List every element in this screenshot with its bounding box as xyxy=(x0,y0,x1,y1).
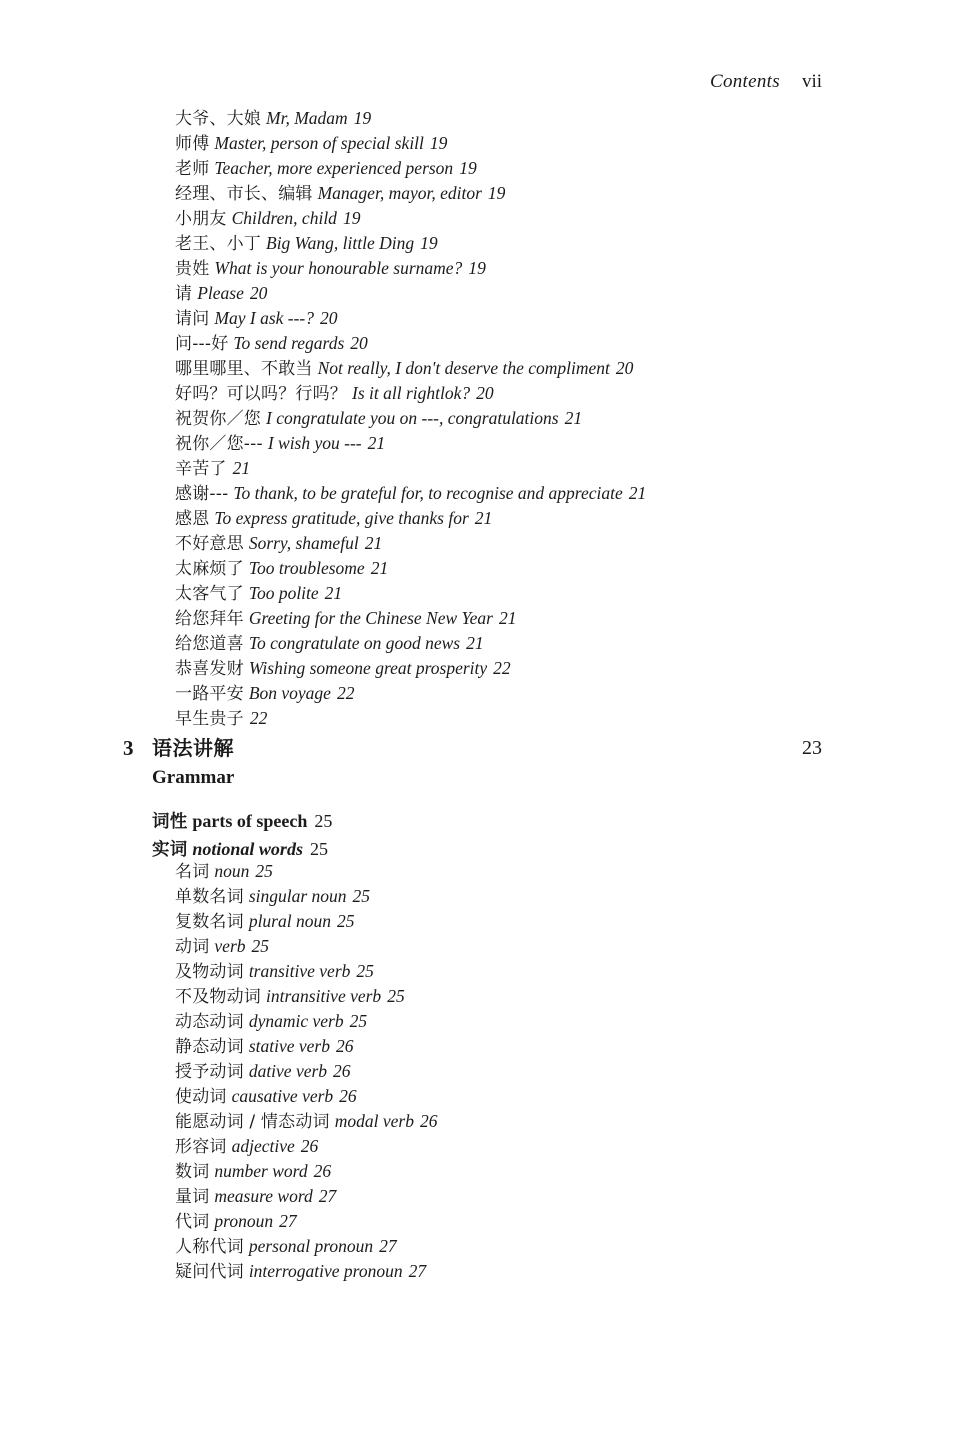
toc-entry-page-number: 25 xyxy=(336,911,355,931)
toc-entry[interactable] xyxy=(175,859,437,884)
toc-entry-gloss-en: dative verb xyxy=(248,1061,328,1081)
toc-entry-page-number: 25 xyxy=(387,986,405,1006)
grammar-heading-list xyxy=(152,808,332,864)
toc-entry-term-zh: 请 xyxy=(175,284,193,304)
toc-entry[interactable] xyxy=(175,156,646,181)
toc-entry-term-zh: 一路平安 xyxy=(175,684,244,704)
toc-entry-page-number: 22 xyxy=(249,708,268,728)
toc-entry-page-number: 20 xyxy=(476,383,494,403)
toc-entry-term-zh: 动态动词 xyxy=(175,1012,244,1032)
toc-entry-term-zh: 及物动词 xyxy=(175,962,244,982)
toc-entry-term-zh: 静态动词 xyxy=(175,1037,244,1057)
toc-entry-page-number: 25 xyxy=(255,861,273,881)
toc-entry[interactable] xyxy=(175,206,646,231)
toc-entry-page-number: 19 xyxy=(429,133,448,153)
toc-entry-term-zh: 给您道喜 xyxy=(175,634,244,654)
toc-entry-gloss-en: Master, person of special skill xyxy=(214,133,424,153)
toc-entry-page-number: 19 xyxy=(459,158,477,178)
toc-entry[interactable] xyxy=(175,106,646,131)
toc-entry-page-number: 19 xyxy=(487,183,506,203)
toc-entry-term-zh: 感谢--- xyxy=(175,484,229,504)
toc-entry-page-number: 25 xyxy=(349,1011,368,1031)
toc-entry[interactable] xyxy=(175,181,646,206)
toc-entry-gloss-en: Teacher, more experienced person xyxy=(214,158,454,178)
toc-entry-term-zh: 哪里哪里、不敢当 xyxy=(175,359,313,379)
toc-entry-term-zh: 贵姓 xyxy=(175,259,210,279)
toc-entry[interactable] xyxy=(175,909,437,934)
toc-entry-term-zh: 好吗？可以吗？行吗？ xyxy=(175,384,347,404)
toc-entry[interactable] xyxy=(175,531,646,556)
toc-entry-term-zh: 动词 xyxy=(175,937,210,957)
toc-entry-page-number: 21 xyxy=(324,583,343,603)
toc-entry-term-zh: 小朋友 xyxy=(175,209,227,229)
toc-entry-page-number: 22 xyxy=(493,658,511,678)
toc-entry-gloss-en: I wish you --- xyxy=(267,433,362,453)
toc-entry-page-number: 22 xyxy=(336,683,355,703)
toc-entry-gloss-en: To express gratitude, give thanks for xyxy=(214,508,469,528)
toc-entry-term-zh: 经理、市长、编辑 xyxy=(175,184,313,204)
toc-entry[interactable] xyxy=(175,131,646,156)
toc-entry-page-number: 25 xyxy=(356,961,374,981)
toc-entry-gloss-en: Too troublesome xyxy=(248,558,365,578)
toc-entry-term-zh: 名词 xyxy=(175,862,210,882)
toc-entry-page-number: 20 xyxy=(350,333,368,353)
toc-entry-gloss-en: Children, child xyxy=(231,208,337,228)
toc-entry-gloss-en: Greeting for the Chinese New Year xyxy=(248,608,493,628)
toc-entry-page-number: 21 xyxy=(628,483,647,503)
toc-entry[interactable] xyxy=(175,984,437,1009)
toc-entry-gloss-en: To thank, to be grateful for, to recognise and appreciate xyxy=(233,483,623,503)
toc-entry-term-zh: 给您拜年 xyxy=(175,609,244,629)
toc-entry-page-number: 19 xyxy=(353,108,372,128)
toc-entry[interactable] xyxy=(175,381,646,406)
toc-entry[interactable] xyxy=(175,356,646,381)
toc-entry[interactable] xyxy=(175,1209,437,1234)
toc-entry-gloss-en: verb xyxy=(214,936,246,956)
toc-entry[interactable] xyxy=(175,431,646,456)
toc-entry[interactable] xyxy=(175,281,646,306)
toc-entry-gloss-en: adjective xyxy=(231,1136,295,1156)
chapter-title-en: Grammar xyxy=(152,767,235,788)
toc-entry-gloss-en: Manager, mayor, editor xyxy=(317,183,482,203)
toc-entry-gloss-en: Is it all rightlok? xyxy=(352,383,471,403)
toc-entry-term-zh: 恭喜发财 xyxy=(175,659,244,679)
toc-entry-gloss-en: dynamic verb xyxy=(248,1011,344,1031)
chapter-number: 3 xyxy=(123,736,134,760)
toc-entry-term-zh: 太麻烦了 xyxy=(175,559,244,579)
toc-entry[interactable] xyxy=(175,1109,437,1134)
toc-entry-page-number: 19 xyxy=(342,208,361,228)
toc-entry[interactable] xyxy=(175,331,646,356)
toc-entry-term-zh: 数词 xyxy=(175,1162,210,1182)
running-head-folio: vii xyxy=(801,71,822,92)
toc-entry-page-number: 27 xyxy=(318,1186,337,1206)
toc-entry-gloss-en: modal verb xyxy=(334,1111,414,1131)
toc-entry-term-zh: 太客气了 xyxy=(175,584,244,604)
toc-entry-gloss-en: I congratulate you on ---, congratulations xyxy=(266,408,559,428)
running-head xyxy=(0,70,822,94)
toc-entry-gloss-en: Too polite xyxy=(248,583,319,603)
toc-entry[interactable] xyxy=(175,256,646,281)
toc-entry-gloss-en: notional words xyxy=(192,839,303,859)
toc-entry-term-zh: 祝贺你／您 xyxy=(175,409,261,429)
toc-entry[interactable] xyxy=(175,706,646,731)
toc-entry-page-number: 21 xyxy=(364,533,383,553)
toc-entry-page-number: 21 xyxy=(370,558,389,578)
toc-entry[interactable] xyxy=(175,934,437,959)
toc-entry-page-number: 25 xyxy=(309,839,328,859)
toc-entry-term-zh: 词性 xyxy=(152,812,188,832)
toc-entry-gloss-en: number word xyxy=(214,1161,308,1181)
toc-entry-page-number: 19 xyxy=(420,233,438,253)
toc-entry-page-number: 21 xyxy=(474,508,493,528)
toc-entry-gloss-en: singular noun xyxy=(248,886,347,906)
toc-entry-gloss-en: Not really, I don't deserve the compliment xyxy=(317,358,610,378)
toc-entry[interactable] xyxy=(175,481,646,506)
toc-entry-gloss-en: Big Wang, little Ding xyxy=(266,233,415,253)
toc-entry-gloss-en: transitive verb xyxy=(248,961,351,981)
toc-entry-gloss-en: interrogative pronoun xyxy=(248,1261,403,1281)
toc-entry-term-zh: 问---好 xyxy=(175,334,229,354)
running-head-title: Contents xyxy=(709,71,780,92)
toc-entry-term-zh: 能愿动词 / 情态动词 xyxy=(175,1112,330,1132)
toc-entry-term-zh: 复数名词 xyxy=(175,912,244,932)
toc-entry-gloss-en: Please xyxy=(197,283,244,303)
toc-entry-term-zh: 辛苦了 xyxy=(175,459,227,479)
courtesy-entry-list xyxy=(175,106,646,731)
toc-entry[interactable] xyxy=(175,1159,437,1184)
toc-entry[interactable] xyxy=(175,1134,437,1159)
toc-entry[interactable] xyxy=(175,681,646,706)
toc-entry-page-number: 26 xyxy=(300,1136,319,1156)
toc-entry-page-number: 21 xyxy=(367,433,386,453)
toc-entry[interactable] xyxy=(175,884,437,909)
toc-entry-term-zh: 单数名词 xyxy=(175,887,244,907)
toc-entry-term-zh: 不好意思 xyxy=(175,534,244,554)
toc-entry[interactable] xyxy=(175,959,437,984)
toc-entry-page-number: 26 xyxy=(335,1036,354,1056)
toc-entry-gloss-en: intransitive verb xyxy=(266,986,382,1006)
toc-entry-gloss-en: measure word xyxy=(214,1186,313,1206)
toc-entry-term-zh: 人称代词 xyxy=(175,1237,244,1257)
toc-entry-page-number: 25 xyxy=(251,936,270,956)
toc-entry[interactable] xyxy=(175,406,646,431)
toc-entry-gloss-en: Sorry, shameful xyxy=(248,533,359,553)
toc-entry[interactable] xyxy=(175,1034,437,1059)
toc-entry-term-zh: 请问 xyxy=(175,309,210,329)
toc-entry-page-number: 25 xyxy=(314,811,333,831)
toc-entry-term-zh: 老师 xyxy=(175,159,210,179)
toc-entry-term-zh: 不及物动词 xyxy=(175,987,261,1007)
toc-entry[interactable] xyxy=(175,581,646,606)
toc-entry-gloss-en: parts of speech xyxy=(192,811,308,831)
toc-entry[interactable] xyxy=(175,1059,437,1084)
toc-entry-page-number: 27 xyxy=(279,1211,297,1231)
chapter-title-zh[interactable]: 语法讲解 xyxy=(152,736,234,760)
toc-entry-page-number: 26 xyxy=(333,1061,351,1081)
toc-entry-gloss-en: What is your honourable surname? xyxy=(214,258,463,278)
toc-entry-page-number: 21 xyxy=(499,608,517,628)
toc-entry-page-number: 20 xyxy=(249,283,268,303)
toc-entry-gloss-en: causative verb xyxy=(231,1086,334,1106)
toc-entry-page-number: 20 xyxy=(615,358,634,378)
toc-entry-gloss-en: noun xyxy=(214,861,250,881)
toc-entry-gloss-en: Bon voyage xyxy=(248,683,331,703)
toc-entry[interactable] xyxy=(175,556,646,581)
toc-entry-term-zh: 量词 xyxy=(175,1187,210,1207)
chapter-title-line xyxy=(0,733,822,763)
grammar-entry-list xyxy=(175,859,437,1284)
toc-entry-page-number: 27 xyxy=(379,1236,397,1256)
toc-entry-page-number: 21 xyxy=(466,633,484,653)
toc-entry-term-zh: 代词 xyxy=(175,1212,210,1232)
toc-entry-page-number: 21 xyxy=(232,458,251,478)
toc-entry-term-zh: 授予动词 xyxy=(175,1062,244,1082)
toc-entry-page-number: 20 xyxy=(320,308,338,328)
toc-entry[interactable] xyxy=(175,506,646,531)
toc-entry-gloss-en: personal pronoun xyxy=(248,1236,374,1256)
toc-entry-term-zh: 使动词 xyxy=(175,1087,227,1107)
toc-entry-term-zh: 大爷、大娘 xyxy=(175,109,261,129)
toc-entry[interactable] xyxy=(152,808,332,836)
toc-entry-gloss-en: plural noun xyxy=(248,911,331,931)
toc-entry-term-zh: 老王、小丁 xyxy=(175,234,261,254)
toc-entry[interactable] xyxy=(175,306,646,331)
toc-entry[interactable] xyxy=(175,231,646,256)
toc-entry-gloss-en: Mr, Madam xyxy=(266,108,348,128)
toc-entry-term-zh: 实词 xyxy=(152,840,188,860)
toc-entry-gloss-en: Wishing someone great prosperity xyxy=(248,658,488,678)
toc-entry-gloss-en: pronoun xyxy=(214,1211,274,1231)
toc-entry-gloss-en: To congratulate on good news xyxy=(248,633,461,653)
toc-entry-gloss-en: stative verb xyxy=(248,1036,330,1056)
toc-entry[interactable] xyxy=(175,606,646,631)
toc-entry-page-number: 26 xyxy=(419,1111,438,1131)
toc-entry-term-zh: 形容词 xyxy=(175,1137,227,1157)
toc-entry-gloss-en: To send regards xyxy=(233,333,345,353)
toc-entry-term-zh: 师傅 xyxy=(175,134,210,154)
toc-entry[interactable] xyxy=(175,456,646,481)
toc-entry-page-number: 19 xyxy=(468,258,486,278)
toc-entry-term-zh: 疑问代词 xyxy=(175,1262,244,1282)
toc-entry-page-number: 26 xyxy=(339,1086,357,1106)
toc-entry-term-zh: 感恩 xyxy=(175,509,210,529)
toc-entry[interactable] xyxy=(175,1184,437,1209)
chapter-page-number: 23 xyxy=(802,737,822,759)
toc-entry-term-zh: 早生贵子 xyxy=(175,709,244,729)
toc-entry-page-number: 21 xyxy=(564,408,583,428)
toc-entry[interactable] xyxy=(175,1009,437,1034)
toc-entry-gloss-en: May I ask ---? xyxy=(214,308,315,328)
toc-entry[interactable] xyxy=(175,1084,437,1109)
chapter-heading xyxy=(0,733,822,795)
toc-entry-page-number: 27 xyxy=(408,1261,427,1281)
toc-entry[interactable] xyxy=(175,631,646,656)
toc-entry[interactable] xyxy=(175,1234,437,1259)
toc-entry-page-number: 25 xyxy=(352,886,371,906)
toc-entry[interactable] xyxy=(175,656,646,681)
toc-entry[interactable] xyxy=(175,1259,437,1284)
toc-entry-page-number: 26 xyxy=(313,1161,332,1181)
toc-entry-term-zh: 祝你／您--- xyxy=(175,434,263,454)
